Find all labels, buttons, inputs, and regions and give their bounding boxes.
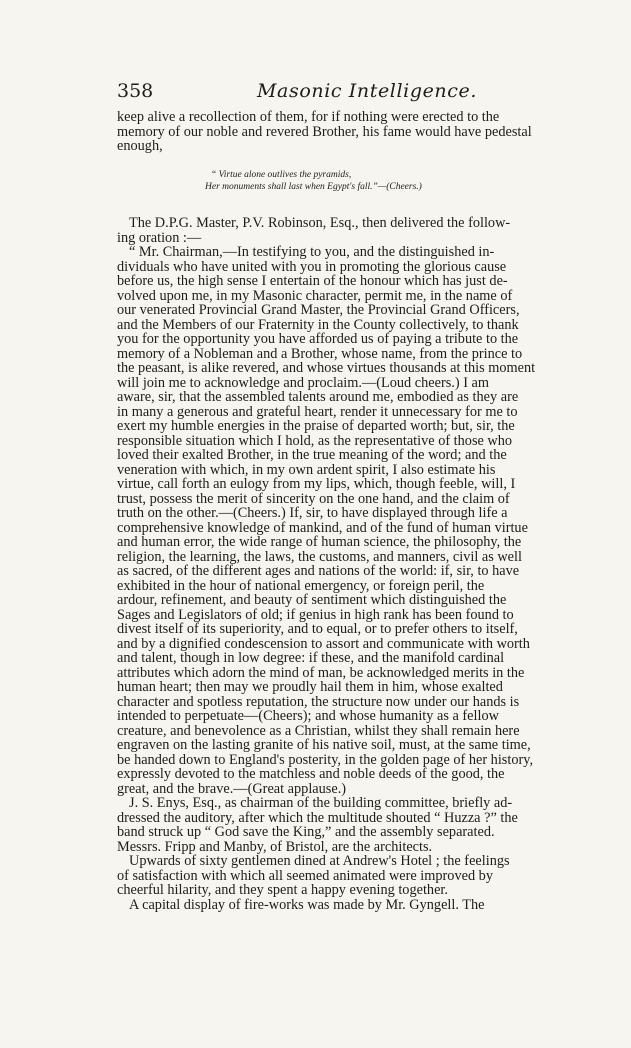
text-line: virtue, call forth an eulogy from my lips, which, though feeble, will, I [117,476,516,492]
text-line: creature, and benevolence as a Christian, whilst they shall remain here [117,722,520,739]
text-line: A capital display of fire-works was made by Mr. Gyngell. The [129,896,485,913]
text-line: great, and the brave.—(Great applause.) [117,780,347,797]
text-line: volved upon me, in my Masonic character, permit me, in the name of [117,287,513,304]
verse-quote [205,169,505,193]
text-line: truth on the other.—(Cheers.) If, sir, to have displayed through life a [117,505,508,521]
text-line: memory of our noble and revered Brother, his fame would have pedestal [117,123,532,140]
page-header [117,80,597,104]
text-line: be handed down to England's posterity, in the golden page of her history, [117,751,534,768]
text-line: dividuals who have united with you in promoting the glorious cause [117,258,507,275]
text-line: Messrs. Fripp and Manby, of Bristol, are the architects. [117,838,433,855]
text-line: “ Mr. Chairman,—In testifying to you, and the distinguished in- [129,244,495,260]
running-title: Masonic Intelligence. [257,80,477,102]
text-line: The D.P.G. Master, P.V. Robinson, Esq., then delivered the follow- [129,215,511,231]
text-line: and the Members of our Fraternity in the County collectively, to thank [117,316,519,333]
text-line: attributes which adorn the mind of man, be acknowledged merits in the [117,664,525,681]
text-line: memory of a Nobleman and a Brother, whose name, from the prince to [117,345,523,362]
text-line: of satisfaction with which all seemed animated were improved by [117,867,493,884]
quote-line: Her monuments shall last when Egypt's fall.”—(Cheers.) [205,182,422,192]
text-line: exert my humble energies in the praise of departed worth; but, sir, the [117,418,515,434]
main-text [117,216,595,912]
text-line: trust, possess the merit of sincerity on the one hand, and the claim of [117,490,510,507]
text-line: as sacred, of the different ages and nations of the world: if, sir, to have [117,563,520,579]
text-line: will join me to acknowledge and proclaim.—(Loud cheers.) I am [117,374,489,391]
text-line: engraven on the lasting granite of his native soil, must, at the same time, [117,737,531,753]
text-line: Sages and Legislators of old; if genius in high rank has been found to [117,606,514,623]
text-line: veneration with which, in my own ardent spirit, I also estimate his [117,461,496,478]
text-line: ing oration :— [117,229,202,246]
text-line: responsible situation which I hold, as the representative of those who [117,432,513,449]
text-line: Upwards of sixty gentlemen dined at Andrew's Hotel ; the feelings [129,853,510,869]
text-line: our venerated Provincial Grand Master, the Provincial Grand Officers, [117,302,520,318]
text-line: exhibited in the hour of national emergency, or foreign peril, the [117,577,485,594]
text-line: and by a dignified condescension to assort and communicate with worth [117,635,530,652]
text-line: comprehensive knowledge of mankind, and of the fund of human virtue [117,519,528,536]
text-line: character and spotless reputation, the structure now under our hands is [117,693,520,710]
text-line: band struck up “ God save the King,” and the assembly separated. [117,824,495,840]
page-number: 358 [117,80,154,102]
text-line: expressly devoted to the matchless and noble deeds of the good, the [117,766,505,782]
text-line: religion, the learning, the laws, the customs, and manners, civil as well [117,548,522,565]
text-line: and talent, though in low degree: if these, and the manifold cardinal [117,650,505,666]
text-line: human heart; then may we proudly hail them in him, whose exalted [117,679,503,695]
text-line: in many a generous and grateful heart, render it unnecessary for me to [117,403,518,420]
text-line: keep alive a recollection of them, for if nothing were erected to the [117,109,500,125]
text-line: aware, sir, that the assembled talents around me, embodied as they are [117,389,519,405]
text-line: the peasant, is alike revered, and whose virtues thousands at this moment [117,360,536,376]
text-line: loved their exalted Brother, in the true meaning of the word; and the [117,447,507,463]
text-line: J. S. Enys, Esq., as chairman of the building committee, briefly ad- [129,795,513,811]
opening-paragraph [117,110,595,154]
text-line: before us, the high sense I entertain of the honour which has just de- [117,273,508,289]
text-line: enough, [117,138,163,154]
text-line: divest itself of its superiority, and to equal, or to prefer others to itself, [117,621,518,637]
quote-line: “ Virtue alone outlives the pyramids, [211,170,352,180]
text-line: and human error, the wide range of human science, the philosophy, the [117,534,522,550]
text-line: you for the opportunity you have afforded us of paying a tribute to the [117,331,519,347]
text-line: dressed the auditory, after which the multitude shouted “ Huzza ?” the [117,809,518,826]
text-line: cheerful hilarity, and they spent a happy evening together. [117,882,448,898]
text-line: intended to perpetuate—(Cheers); and whose humanity as a fellow [117,708,499,724]
text-line: ardour, refinement, and beauty of sentiment which distinguished the [117,592,507,608]
